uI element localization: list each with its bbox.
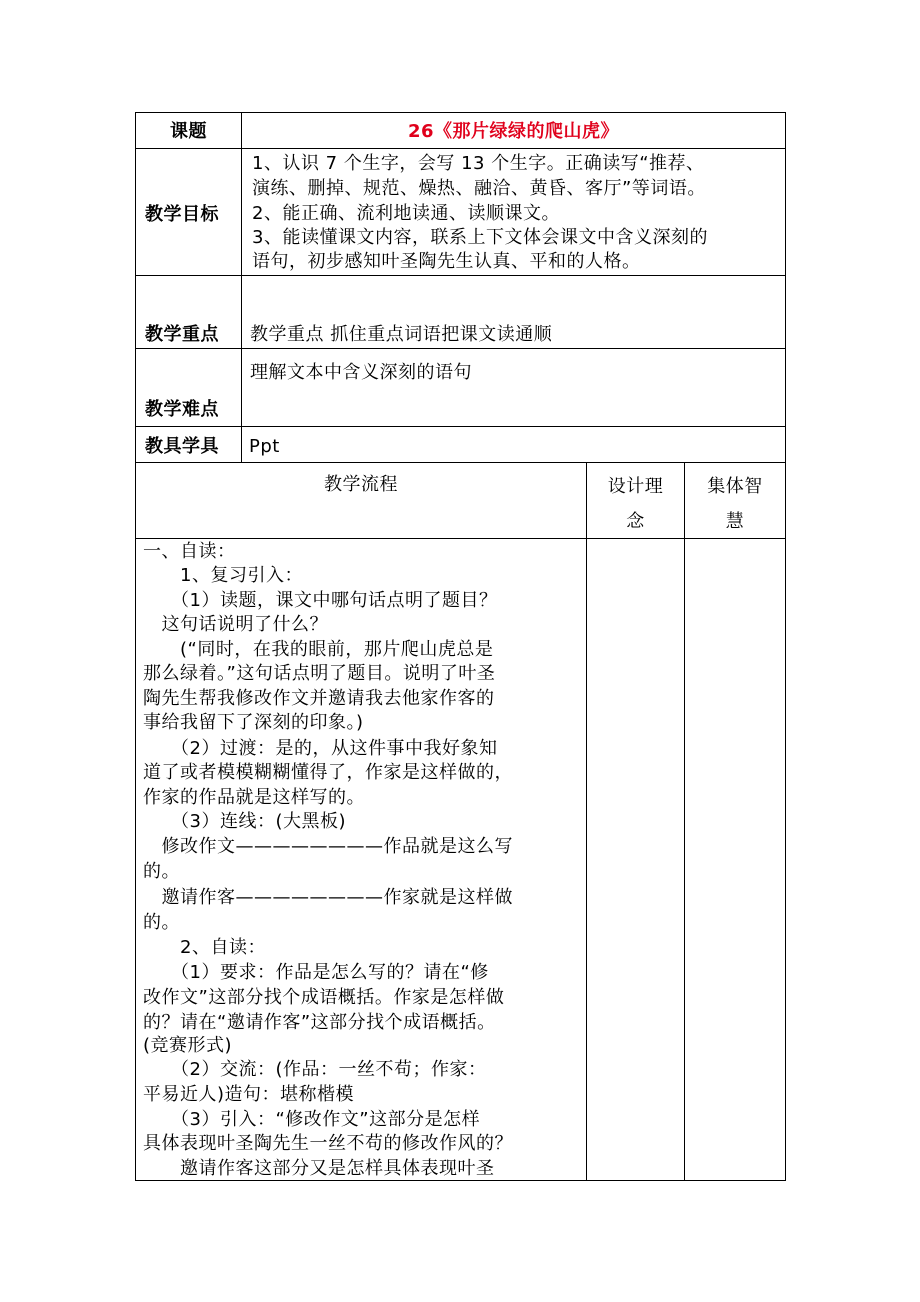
flow-header: 教学流程 [324,474,398,495]
goal-line: 演练、删掉、规范、燥热、融洽、黄昏、客厅”等词语。 [252,178,706,199]
goal-line: 1、认识 7 个生字，会写 13 个生字。正确读写“推荐、 [252,153,705,174]
process-line: 事给我留下了深刻的印象。) [143,712,364,733]
tools-label: 教具学具 [145,436,219,457]
tools-text: Ppt [249,436,280,457]
design-header: 设计理 [607,476,664,497]
goals-label: 教学目标 [145,204,219,225]
goal-line: 语句，初步感知叶圣陶先生认真、平和的人格。 [252,251,641,272]
label-column-divider [241,112,242,463]
table-border-left [135,112,136,1181]
row-divider [135,275,786,276]
process-line: 这句话说明了什么？ [143,614,328,635]
row-divider [135,148,786,149]
lesson-title: 26《那片绿绿的爬山虎》 [407,121,620,142]
row-divider [135,348,786,349]
process-line: （3）引入：“修改作文”这部分是怎样 [143,1109,481,1130]
process-line: 邀请作客这部分又是怎样具体表现叶圣 [143,1158,495,1179]
difficulty-text: 理解文本中含义深刻的语句 [250,362,472,383]
process-line: (“同时，在我的眼前，那片爬山虎总是 [143,639,494,660]
process-line: 改作文”这部分找个成语概括。作家是怎样做 [143,987,505,1008]
process-line: 1、复习引入： [143,565,303,586]
process-line: 一、自读： [143,541,236,562]
process-line: （1）读题，课文中哪句话点明了题目？ [143,590,498,611]
process-line: (竞赛形式) [143,1035,233,1056]
process-line: 那么绿着。”这句话点明了题目。说明了叶圣 [143,663,496,684]
table-border-top [135,112,786,113]
process-line: 陶先生帮我修改作文并邀请我去他家作客的 [143,688,495,709]
row-divider [135,462,786,463]
wisdom-column-divider [684,462,685,1181]
focus-text: 教学重点 抓住重点词语把课文读通顺 [250,324,553,345]
row-divider [135,426,786,427]
process-line: （1）要求：作品是怎么写的？请在“修 [143,962,489,983]
process-line: 平易近人)造句：堪称楷模 [143,1084,355,1105]
process-line: 作家的作品就是这样写的。 [143,787,365,808]
design-header: 念 [626,511,645,532]
process-line: 的？请在“邀请作客”这部分找个成语概括。 [143,1012,496,1033]
process-line: 2、自读： [143,937,266,958]
subject-label: 课题 [170,121,207,142]
process-line: （2）过渡：是的，从这件事中我好象知 [143,738,498,759]
table-border-right [785,112,786,1181]
process-line: （2）交流：(作品：一丝不苟；作家： [143,1059,487,1080]
process-line: 的。 [143,861,180,882]
difficulty-label: 教学难点 [145,399,219,420]
process-line: （3）连线：(大黑板) [143,811,346,832]
process-line: 的。 [143,912,180,933]
focus-label: 教学重点 [145,324,219,345]
wisdom-header: 慧 [725,511,745,532]
process-line: 修改作文————————作品就是这么写 [143,836,513,857]
process-line: 邀请作客————————作家就是这样做 [143,887,513,908]
goal-line: 3、能读懂课文内容，联系上下文体会课文中含义深刻的 [252,227,708,248]
process-line: 具体表现叶圣陶先生一丝不苟的修改作风的？ [143,1133,513,1154]
process-line: 道了或者模模糊糊懂得了，作家是这样做的， [143,762,513,783]
wisdom-header: 集体智 [707,476,763,497]
design-column-divider [586,462,587,1181]
goal-line: 2、能正确、流利地读通、读顺课文。 [252,203,560,224]
